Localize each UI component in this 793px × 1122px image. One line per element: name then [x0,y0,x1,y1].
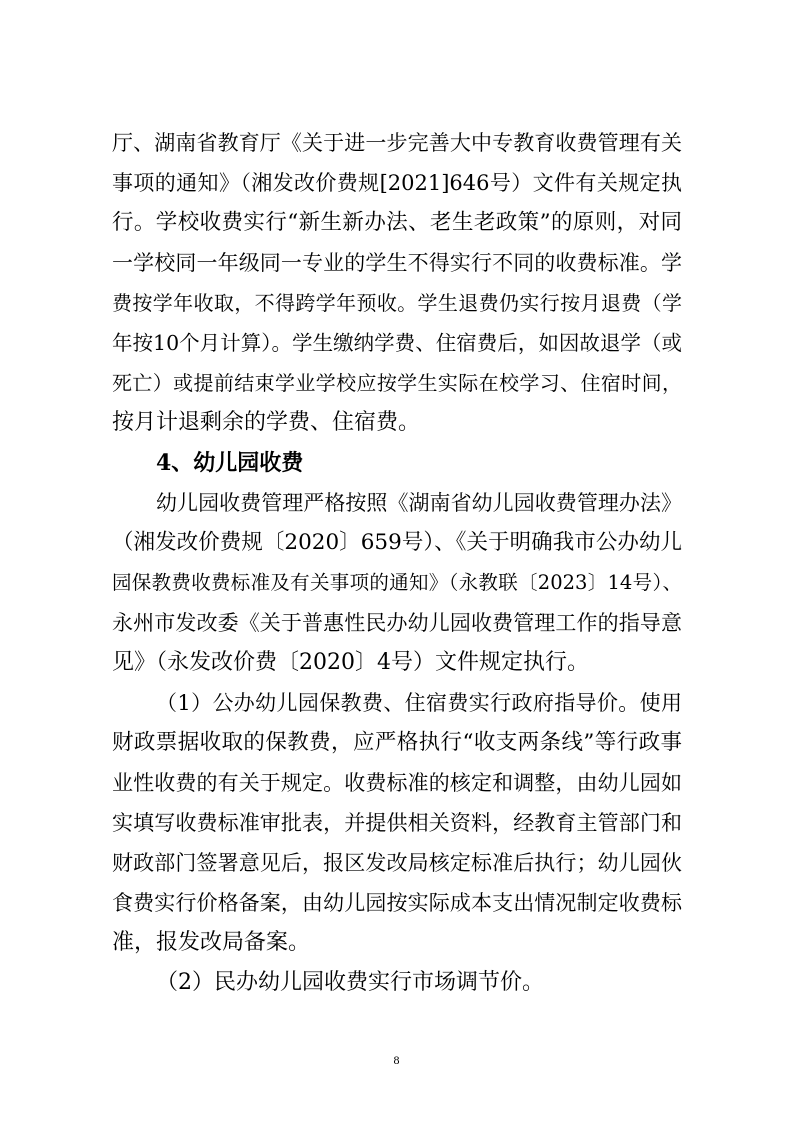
text-line: 幼儿园收费管理严格按照《湖南省幼儿园收费管理办法》 [156,491,682,515]
text-line: 年按10个月计算）。学生缴纳学费、住宿费后，如因故退学（或 [112,331,682,355]
page-number: 8 [393,1053,400,1067]
text-line: 准，报发改局备案。 [112,930,311,955]
text-line: 厅、湖南省教育厅《关于进一步完善大中专教育收费管理有关 [112,131,682,155]
text-line: 永州市发改委《关于普惠性民办幼儿园收费管理工作的指导意 [112,611,682,635]
text-line: 事项的通知》（湘发改价费规[2021]646号）文件有关规定执 [112,171,682,195]
text-line: 死亡）或提前结束学业学校应按学生实际在校学习、住宿时间， [112,371,682,395]
text-line: 行。学校收费实行“新生新办法、老生老政策”的原则，对同 [112,210,682,235]
text-line: 财政部门签署意见后，报区发改局核定标准后执行；幼儿园伙 [112,851,682,875]
text-line: 费按学年收取，不得跨学年预收。学生退费仍实行按月退费（学 [112,291,682,315]
text-line: （2）民办幼儿园收费实行市场调节价。 [156,970,544,995]
text-line: 按月计退剩余的学费、住宿费。 [112,410,421,435]
text-line: （湘发改价费规〔2020〕659号）、《关于明确我市公办幼儿 [112,530,682,555]
text-line: 一学校同一年级同一专业的学生不得实行不同的收费标准。学 [112,251,682,275]
text-line: 园保教费收费标准及有关事项的通知》（永教联〔2023〕14号）、 [112,571,682,594]
section-heading: 4、幼儿园收费 [156,450,304,476]
text-line: 财政票据收取的保教费，应严格执行“收支两条线”等行政事 [112,730,682,755]
text-line: （1）公办幼儿园保教费、住宿费实行政府指导价。使用 [156,691,682,715]
text-line: 见》（永发改价费〔2020〕4号）文件规定执行。 [112,650,589,675]
text-line: 食费实行价格备案，由幼儿园按实际成本支出情况制定收费标 [112,891,682,915]
text-line: 业性收费的有关于规定。收费标准的核定和调整，由幼儿园如 [112,771,682,795]
text-line: 实填写收费标准审批表，并提供相关资料，经教育主管部门和 [112,811,682,835]
